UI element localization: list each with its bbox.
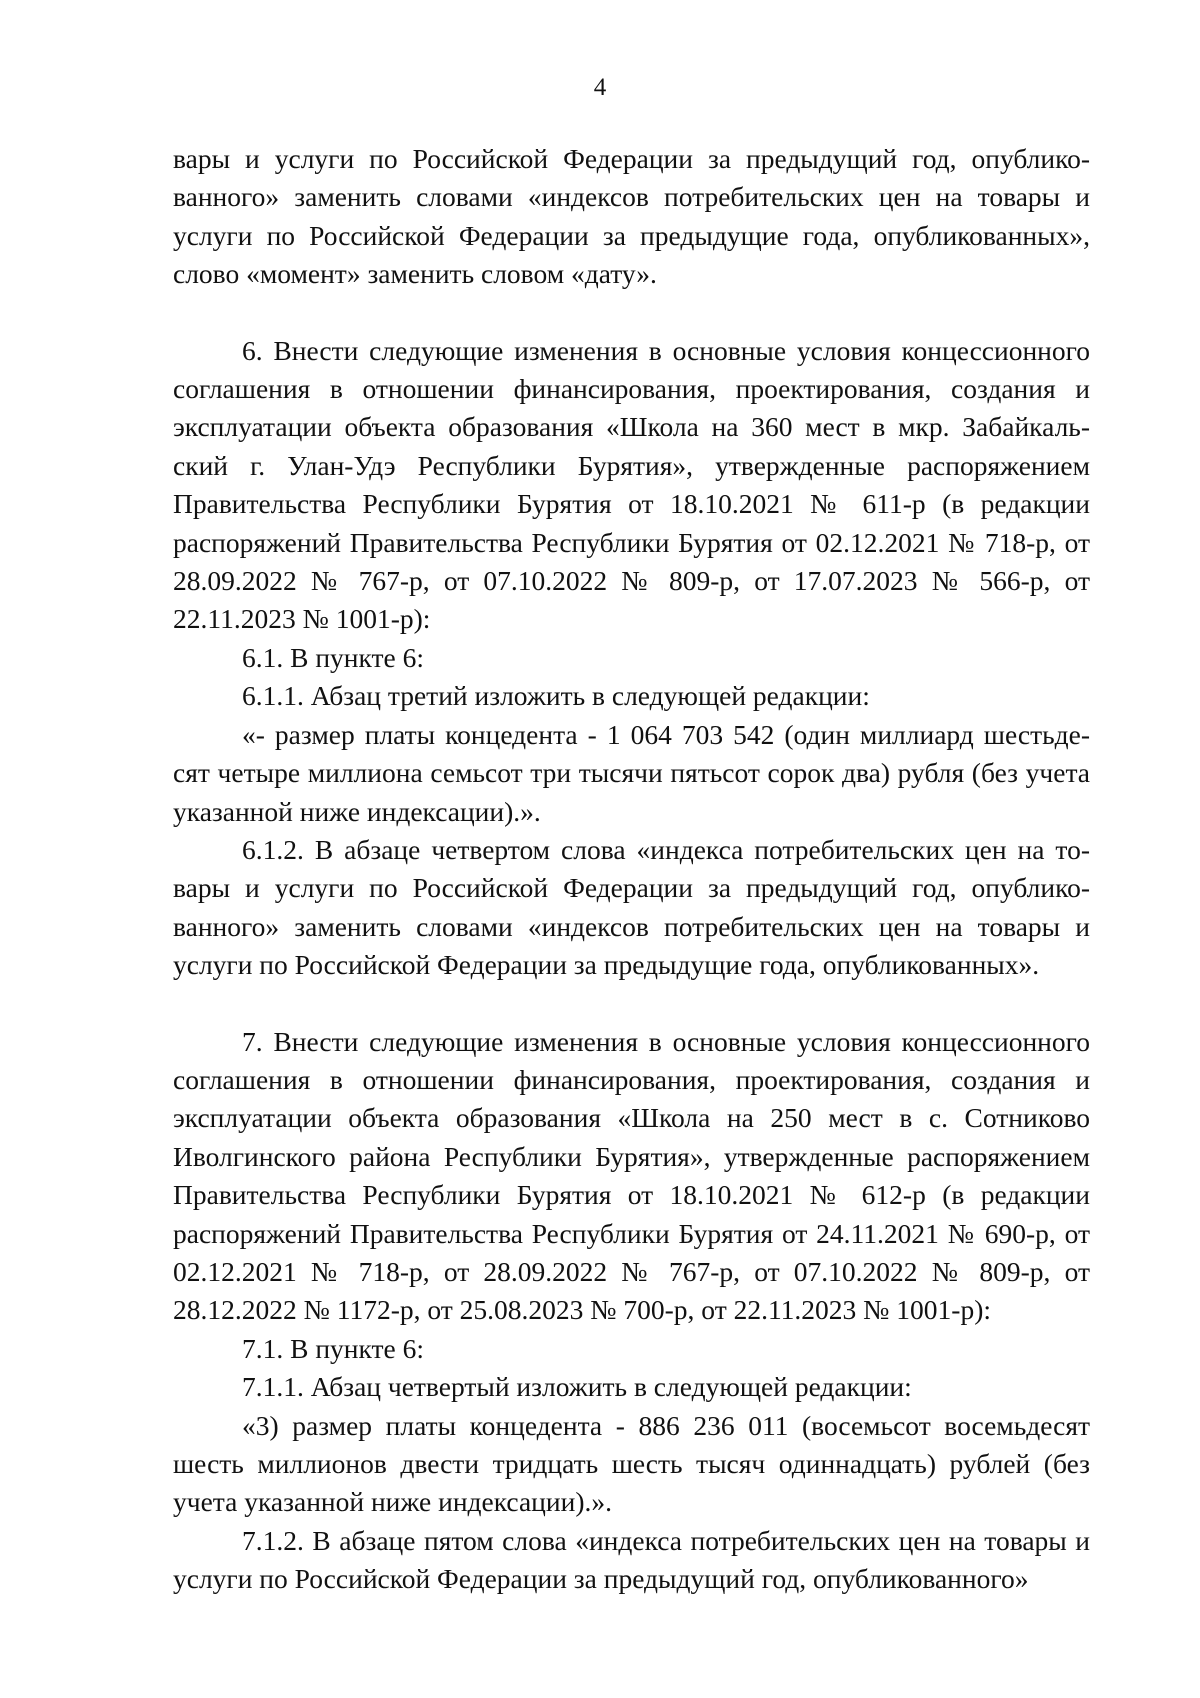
document-body — [173, 140, 1090, 1599]
paragraph-item-6-1-1: 6.1.1. Абзац третий изложить в следующей редакции: — [242, 680, 870, 712]
paragraph-item-6: 6. Внести следующие изменения в основные условия концессионного соглашения в отношении финансирования, проектирования, создания и эксплуатации объекта образования «Школа на 360 мест в мкр. Забайкаль-ский г. Улан-Удэ Республики Бурятия», утвержденные распоряжением Правительства Республики Бурятия от 18.10.2021 № 611-р (в редакции распоряжений Правительства Республики Бурятия от 02.12.2021 № 718-р, от 28.09.2022 № 767-р, от 07.10.2022 № 809-р, от 17.07.2023 № 566-р, от 22.11.2023 № 1001-р): — [173, 334, 1090, 635]
paragraph-item-6-1-2: 6.1.2. В абзаце четвертом слова «индекса потребительских цен на то-вары и услуги по Российской Федерации за предыдущий год, опублико-ванного» заменить словами «индексов потребительских цен на товары и услуги по Российской Федерации за предыдущие года, опубликованных». — [173, 833, 1090, 981]
page-number: 4 — [593, 74, 607, 101]
paragraph-gap — [173, 294, 1090, 332]
paragraph-item-7: 7. Внести следующие изменения в основные условия концессионного соглашения в отношении финансирования, проектирования, создания и эксплуатации объекта образования «Школа на 250 мест в с. Сотниково Иволгинского района Республики Бурятия», утвержденные распоряжением Правительства Республики Бурятия от 18.10.2021 № 612-р (в редакции распоряжений Правительства Республики Бурятия от 24.11.2021 № 690-р, от 02.12.2021 № 718-р, от 28.09.2022 № 767-р, от 07.10.2022 № 809-р, от 28.12.2022 № 1172-р, от 25.08.2023 № 700-р, от 22.11.2023 № 1001-р): — [173, 1025, 1090, 1326]
paragraph-item-7-1-2: 7.1.2. В абзаце пятом слова «индекса потребительских цен на товары и услуги по Российской Федерации за предыдущий год, опубликованного» — [173, 1524, 1090, 1595]
paragraph-gap — [173, 985, 1090, 1023]
paragraph-item-7-1: 7.1. В пункте 6: — [242, 1332, 425, 1364]
paragraph-item-6-1: 6.1. В пункте 6: — [242, 641, 425, 673]
paragraph-continuation: вары и услуги по Российской Федерации за предыдущий год, опублико-ванного» заменить словами «индексов потребительских цен на товары и услуги по Российской Федерации за предыдущие года, опубликованных», слово «момент» заменить словом «дату». — [173, 143, 1090, 290]
paragraph-item-7-1-1: 7.1.1. Абзац четвертый изложить в следующей редакции: — [242, 1371, 912, 1403]
paragraph-quote-6-1-1: «- размер платы концедента - 1 064 703 542 (один миллиард шестьде-сят четыре миллиона семьсот три тысячи пятьсот сорок два) рубля (без учета указанной ниже индексации).». — [173, 718, 1090, 827]
paragraph-quote-7-1-1: «3) размер платы концедента - 886 236 011 (восемьсот восемьдесят шесть миллионов двести тридцать шесть тысяч одиннадцать) рублей (без учета указанной ниже индексации).». — [173, 1409, 1090, 1518]
